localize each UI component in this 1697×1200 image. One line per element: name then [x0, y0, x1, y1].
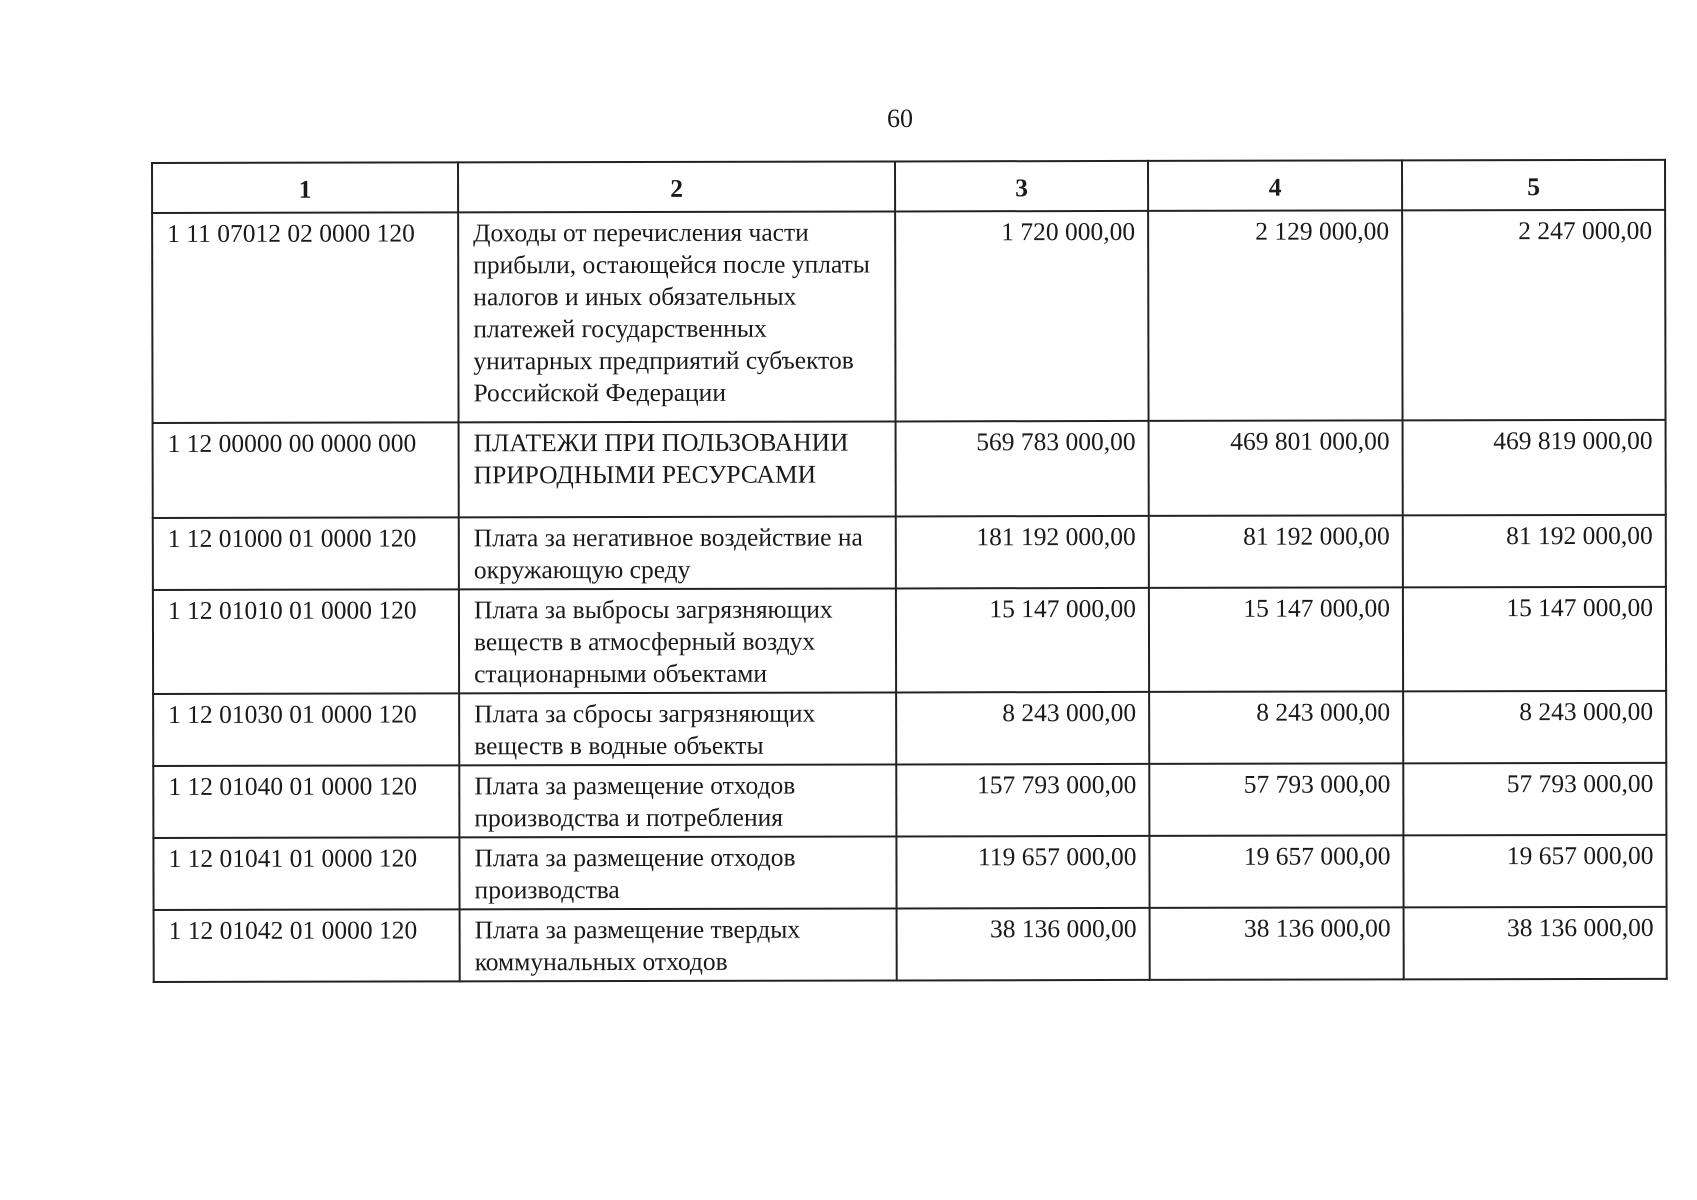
- amount-col5-cell: 81 192 000,00: [1403, 515, 1666, 588]
- amount-col5-cell: 15 147 000,00: [1403, 587, 1666, 692]
- page-number: 60: [887, 104, 913, 133]
- amount-col3-cell: 569 783 000,00: [896, 421, 1149, 517]
- column-header-4: 4: [1148, 160, 1402, 211]
- amount-col4-cell: 38 136 000,00: [1150, 907, 1404, 980]
- amount-col5-cell: 19 657 000,00: [1403, 835, 1666, 908]
- amount-col3-cell: 119 657 000,00: [896, 836, 1149, 909]
- revenue-name-cell: Плата за негативное воздействие на окружающую среду: [459, 516, 896, 589]
- budget-code-cell: 1 12 01041 01 0000 120: [153, 837, 459, 910]
- amount-col3-cell: 1 720 000,00: [895, 211, 1148, 422]
- budget-code-cell: 1 12 01042 01 0000 120: [154, 909, 460, 982]
- amount-col4-cell: 469 801 000,00: [1149, 420, 1403, 516]
- column-header-5: 5: [1402, 160, 1665, 211]
- table-row: [154, 907, 1667, 982]
- table-row: [153, 420, 1666, 518]
- amount-col4-cell: 2 129 000,00: [1148, 210, 1402, 421]
- revenue-name-cell: Плата за выбросы загрязняющих веществ в атмосферный воздух стационарными объектами: [459, 588, 896, 693]
- amount-col5-cell: 38 136 000,00: [1404, 907, 1667, 980]
- amount-col3-cell: 157 793 000,00: [896, 764, 1149, 837]
- revenue-table: [151, 159, 1668, 983]
- revenue-name-cell: Плата за размещение твердых коммунальных отходов: [460, 908, 897, 981]
- amount-col5-cell: 57 793 000,00: [1403, 763, 1666, 836]
- budget-code-cell: 1 11 07012 02 0000 120: [152, 212, 458, 423]
- amount-col5-cell: 8 243 000,00: [1403, 691, 1666, 764]
- amount-col4-cell: 8 243 000,00: [1149, 691, 1403, 764]
- budget-code-cell: 1 12 01030 01 0000 120: [153, 693, 459, 766]
- revenue-name-cell: Доходы от перечисления части прибыли, остающейся после уплаты налогов и иных обязательных платежей государственных унитарных предприятий субъектов Российской Федерации: [458, 211, 895, 422]
- amount-col4-cell: 81 192 000,00: [1149, 515, 1403, 588]
- amount-col3-cell: 38 136 000,00: [897, 908, 1150, 981]
- revenue-name-cell: Плата за сбросы загрязняющих веществ в водные объекты: [459, 692, 896, 765]
- amount-col5-cell: 2 247 000,00: [1402, 210, 1665, 421]
- table-row: [153, 835, 1666, 910]
- table-row: [153, 587, 1666, 694]
- amount-col4-cell: 57 793 000,00: [1149, 763, 1403, 836]
- table-header-row: [152, 160, 1665, 213]
- column-header-1: 1: [152, 162, 458, 213]
- budget-code-cell: 1 12 01010 01 0000 120: [153, 589, 459, 694]
- table-row: [153, 691, 1666, 766]
- table-row: [153, 515, 1666, 590]
- column-header-2: 2: [458, 161, 895, 212]
- amount-col3-cell: 181 192 000,00: [896, 516, 1149, 589]
- amount-col4-cell: 19 657 000,00: [1149, 835, 1403, 908]
- table-row: [153, 763, 1666, 838]
- table-row: [152, 210, 1665, 423]
- revenue-name-cell: Плата за размещение отходов производства и потребления: [459, 764, 896, 837]
- column-header-3: 3: [895, 161, 1148, 212]
- amount-col3-cell: 8 243 000,00: [896, 692, 1149, 765]
- budget-code-cell: 1 12 01000 01 0000 120: [153, 517, 459, 590]
- budget-code-cell: 1 12 01040 01 0000 120: [153, 765, 459, 838]
- budget-code-cell: 1 12 00000 00 0000 000: [153, 422, 459, 518]
- revenue-name-cell: ПЛАТЕЖИ ПРИ ПОЛЬЗОВАНИИ ПРИРОДНЫМИ РЕСУРСАМИ: [459, 421, 896, 517]
- amount-col3-cell: 15 147 000,00: [896, 588, 1149, 693]
- revenue-name-cell: Плата за размещение отходов производства: [459, 836, 896, 909]
- amount-col5-cell: 469 819 000,00: [1403, 420, 1666, 516]
- amount-col4-cell: 15 147 000,00: [1149, 587, 1403, 692]
